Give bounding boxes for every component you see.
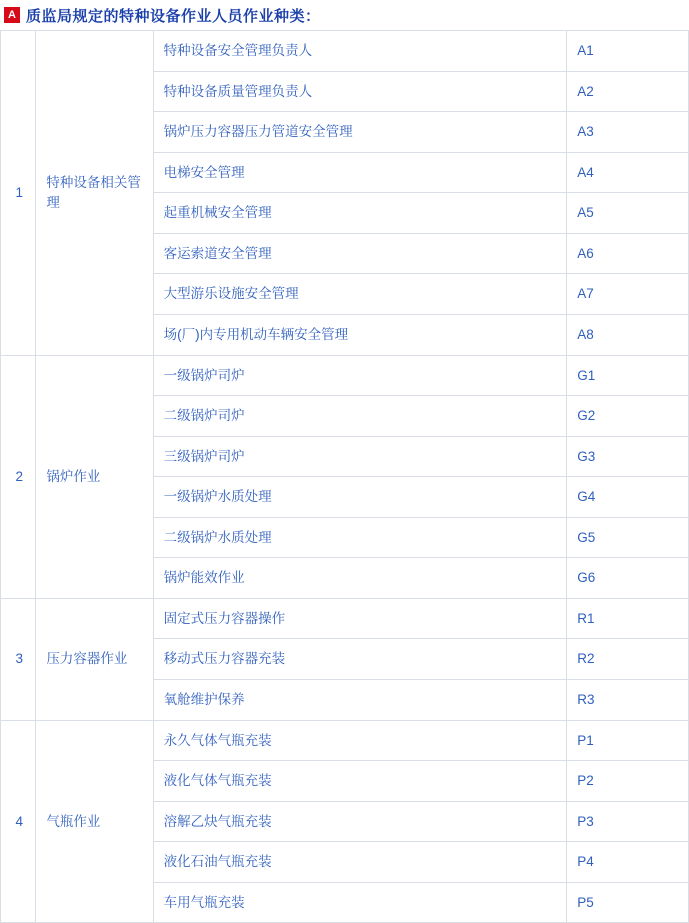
table-row: [1, 720, 689, 761]
group-category-cell: 特种设备相关管理: [36, 31, 153, 356]
occupation-name-cell: 一级锅炉司炉: [153, 355, 567, 396]
occupation-code-cell: A8: [567, 314, 689, 355]
occupation-name-cell: 二级锅炉司炉: [153, 396, 567, 437]
table-row: [1, 598, 689, 639]
occupation-code-cell: A3: [567, 112, 689, 153]
occupation-name-cell: 固定式压力容器操作: [153, 598, 567, 639]
occupation-name-cell: 三级锅炉司炉: [153, 436, 567, 477]
occupation-code-cell: P2: [567, 761, 689, 802]
occupation-name-cell: 液化石油气瓶充装: [153, 842, 567, 883]
group-category-cell: 压力容器作业: [36, 598, 153, 720]
occupation-code-cell: A6: [567, 233, 689, 274]
occupation-name-cell: 场(厂)内专用机动车辆安全管理: [153, 314, 567, 355]
group-index-cell: 3: [1, 598, 36, 720]
section-header: [0, 0, 689, 30]
group-category-cell: 锅炉作业: [36, 355, 153, 598]
occupation-code-cell: P1: [567, 720, 689, 761]
occupation-name-cell: 溶解乙炔气瓶充装: [153, 801, 567, 842]
occupation-code-cell: R1: [567, 598, 689, 639]
group-index-cell: 1: [1, 31, 36, 356]
occupation-name-cell: 一级锅炉水质处理: [153, 477, 567, 518]
occupation-code-cell: G1: [567, 355, 689, 396]
occupation-code-cell: A2: [567, 71, 689, 112]
occupation-code-cell: R2: [567, 639, 689, 680]
group-index-cell: 4: [1, 720, 36, 923]
occupation-name-cell: 锅炉能效作业: [153, 558, 567, 599]
occupation-code-cell: G6: [567, 558, 689, 599]
occupation-code-cell: G3: [567, 436, 689, 477]
occupation-name-cell: 大型游乐设施安全管理: [153, 274, 567, 315]
occupation-code-cell: A4: [567, 152, 689, 193]
occupation-code-cell: P3: [567, 801, 689, 842]
occupation-name-cell: 电梯安全管理: [153, 152, 567, 193]
occupation-name-cell: 客运索道安全管理: [153, 233, 567, 274]
occupation-name-cell: 液化气体气瓶充装: [153, 761, 567, 802]
occupation-code-cell: A1: [567, 31, 689, 72]
table-row: [1, 355, 689, 396]
occupation-code-cell: G5: [567, 517, 689, 558]
occupation-name-cell: 特种设备质量管理负责人: [153, 71, 567, 112]
group-index-cell: 2: [1, 355, 36, 598]
page-title: 质监局规定的特种设备作业人员作业种类：: [26, 7, 321, 25]
occupation-name-cell: 二级锅炉水质处理: [153, 517, 567, 558]
occupation-code-cell: P4: [567, 842, 689, 883]
group-category-cell: 气瓶作业: [36, 720, 153, 923]
occupation-code-cell: R3: [567, 680, 689, 721]
occupation-name-cell: 特种设备安全管理负责人: [153, 31, 567, 72]
occupation-name-cell: 起重机械安全管理: [153, 193, 567, 234]
occupation-code-cell: A5: [567, 193, 689, 234]
occupation-code-cell: G2: [567, 396, 689, 437]
table-row: [1, 31, 689, 72]
occupation-name-cell: 永久气体气瓶充装: [153, 720, 567, 761]
occupation-code-cell: P5: [567, 882, 689, 923]
occupation-code-cell: A7: [567, 274, 689, 315]
occupation-code-cell: G4: [567, 477, 689, 518]
occupation-name-cell: 锅炉压力容器压力管道安全管理: [153, 112, 567, 153]
occupation-name-cell: 车用气瓶充装: [153, 882, 567, 923]
occupation-name-cell: 氧舱维护保养: [153, 680, 567, 721]
section-badge: A: [4, 7, 20, 23]
occupation-name-cell: 移动式压力容器充装: [153, 639, 567, 680]
occupation-category-table: [0, 30, 689, 923]
